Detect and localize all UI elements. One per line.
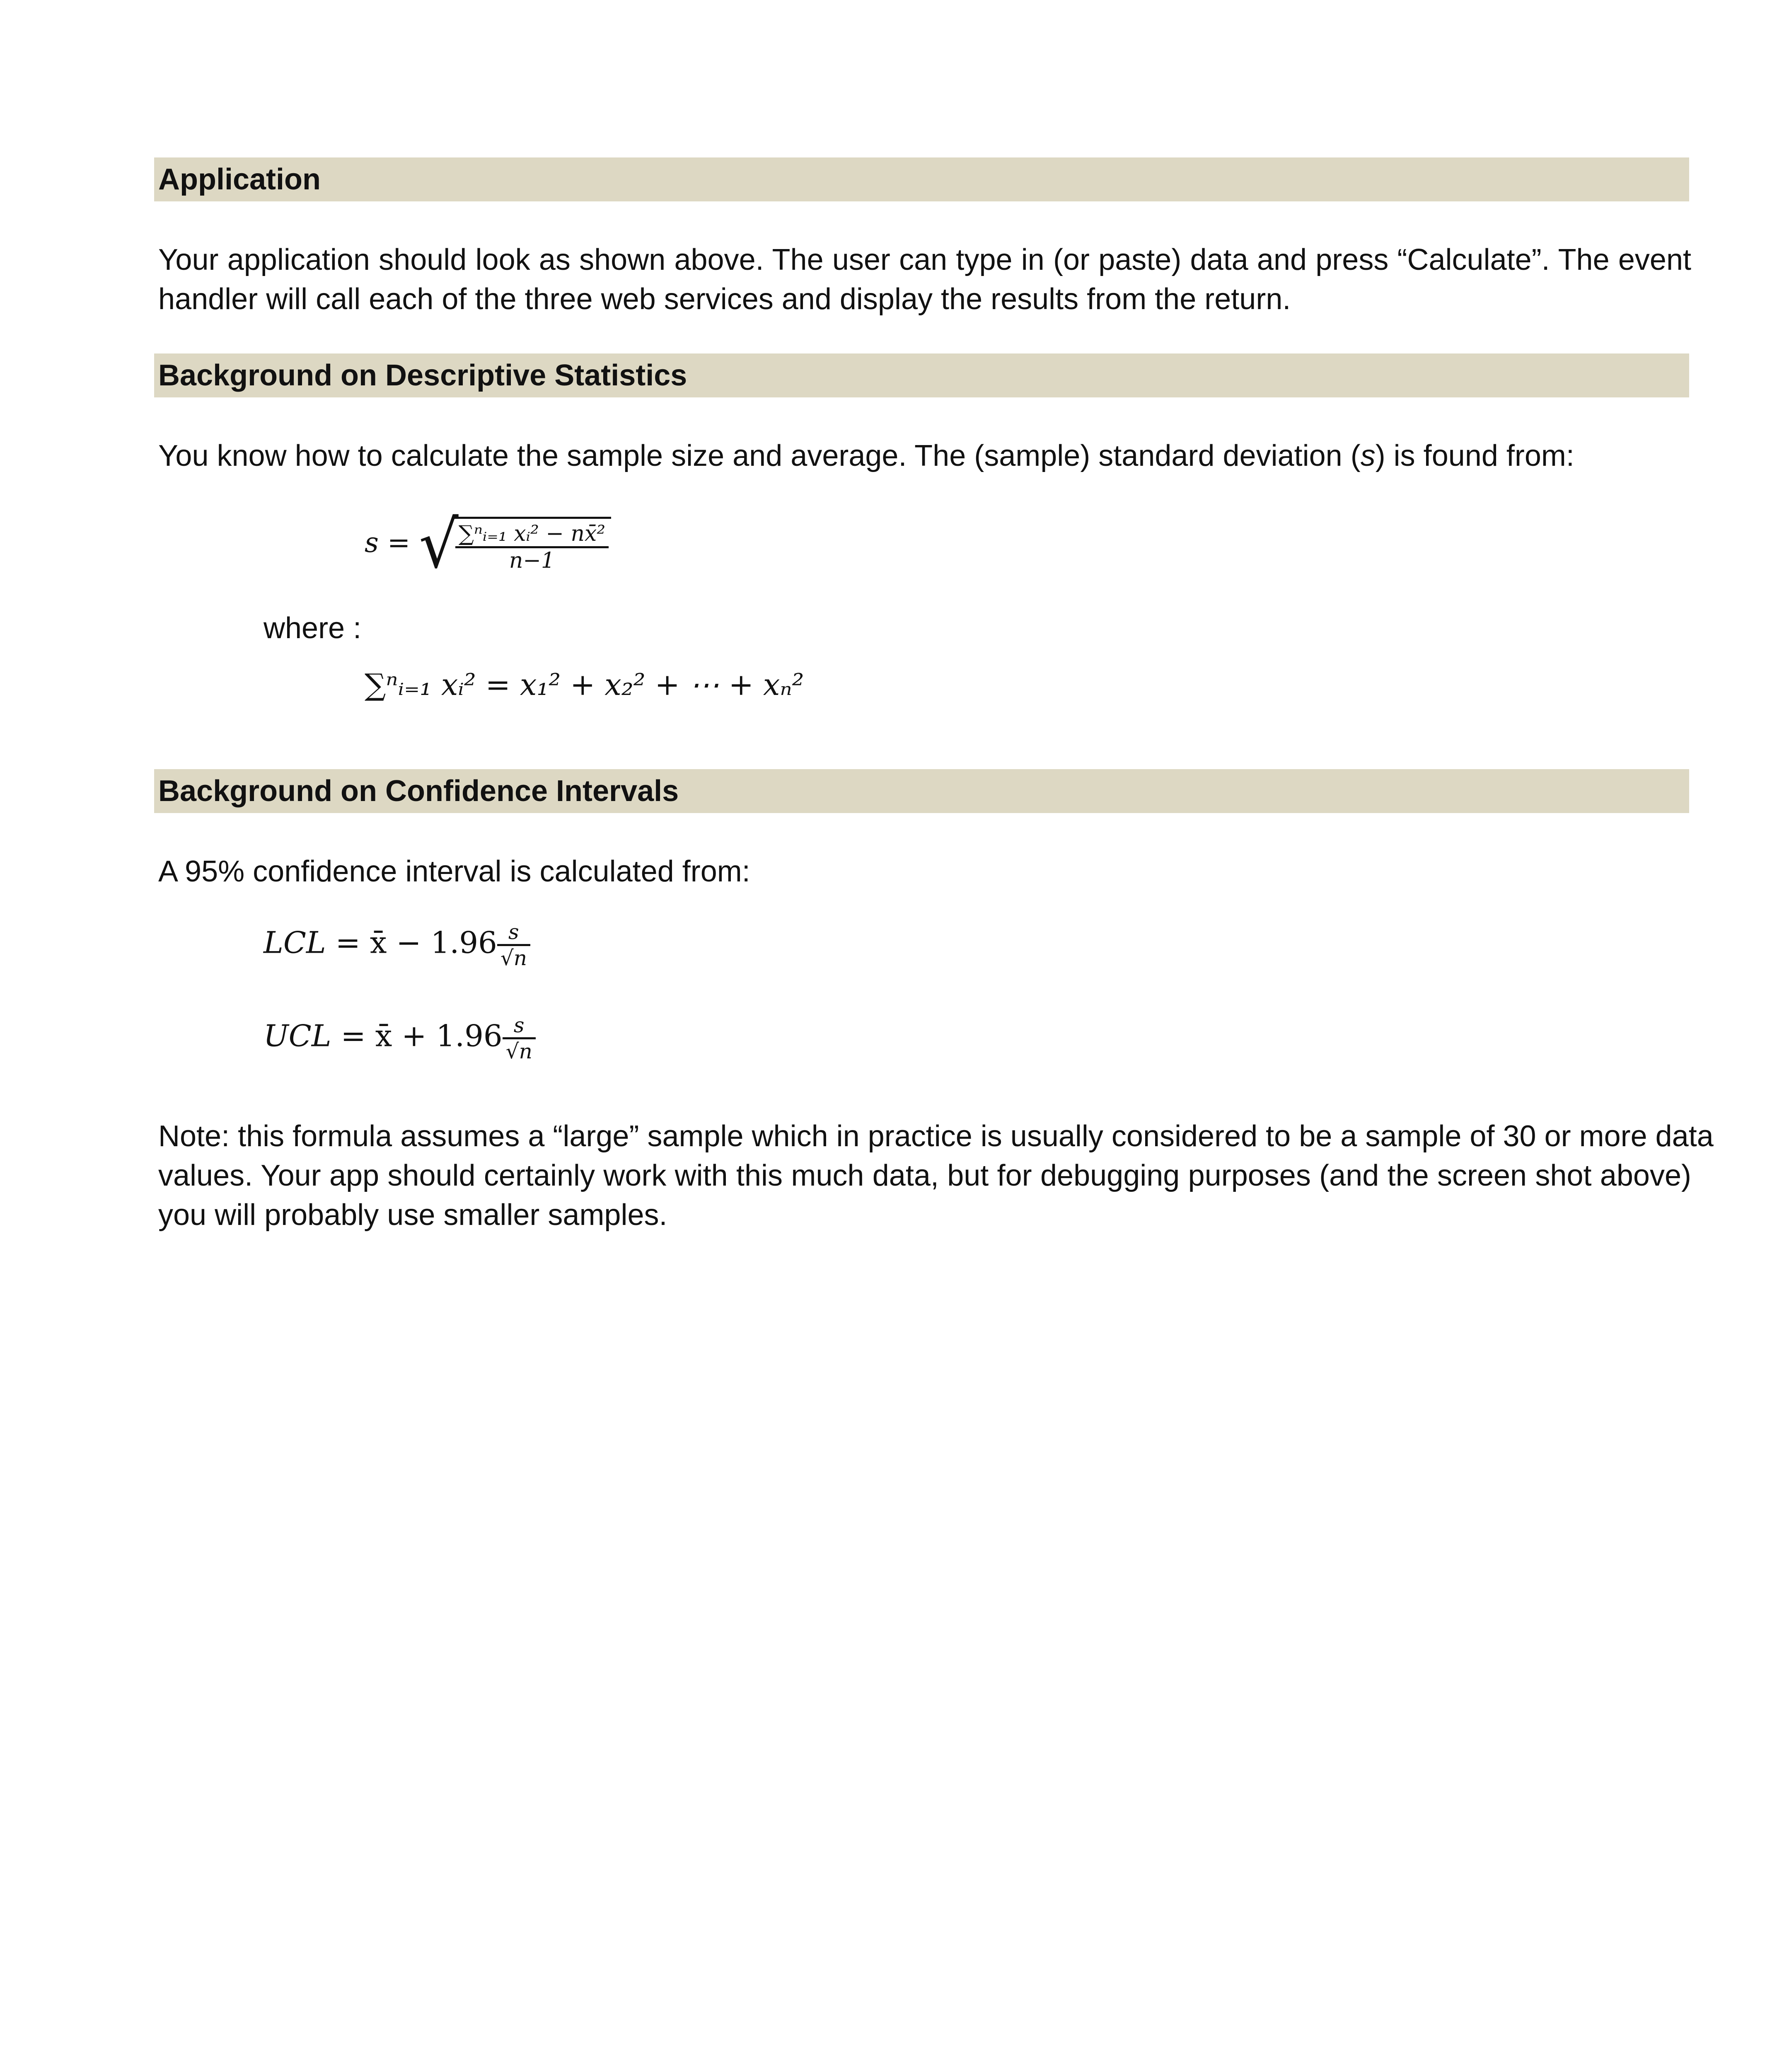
lcl-label: LCL [264, 925, 326, 960]
std-dev-radicand [453, 517, 611, 573]
lcl-frac-den: √n [500, 946, 527, 970]
where-label: where : [264, 612, 362, 645]
ucl-frac-num: s [503, 1013, 536, 1039]
lcl-formula [264, 920, 530, 970]
descriptive-intro-var: s [1360, 439, 1376, 472]
ucl-label: UCL [264, 1018, 331, 1053]
descriptive-intro-before: You know how to calculate the sample size and average. The (sample) standard deviation ( [158, 439, 1361, 472]
ucl-frac-den: √n [505, 1039, 532, 1063]
ucl-formula [264, 1013, 536, 1063]
std-dev-formula [365, 507, 611, 583]
confidence-intro [158, 852, 1691, 891]
descriptive-intro-line [158, 436, 1691, 476]
std-dev-lhs: s = [365, 527, 411, 559]
note-paragraph [158, 1117, 1714, 1235]
section-heading-confidence-intervals: Background on Confidence Intervals [154, 769, 1689, 813]
descriptive-intro [158, 436, 1691, 476]
descriptive-intro-after: ) is found from: [1375, 439, 1574, 472]
confidence-intro-line: A 95% confidence interval is calculated from: [158, 855, 750, 888]
sqrt-sign-icon: √ [419, 507, 459, 583]
note-line-1: Note: this formula assumes a “large” sample which in practice is usually considered to be a sample of 30 or more data [158, 1120, 1714, 1153]
std-dev-numerator: ∑ⁿᵢ₌₁ xᵢ² − nx̄² [455, 521, 609, 548]
section-heading-descriptive-statistics: Background on Descriptive Statistics [154, 353, 1689, 397]
application-line-2: handler will call each of the three web services and display the results from the return. [158, 283, 1291, 316]
note-line-2: values. Your app should certainly work with this much data, but for debugging purposes (and the screen shot above) [158, 1159, 1691, 1192]
ucl-rhs: = x̄ + 1.96 [341, 1018, 503, 1053]
application-line-1: Your application should look as shown above. The user can type in (or paste) data and press “Calculate”. The event [158, 243, 1691, 276]
application-paragraph [158, 240, 1691, 319]
lcl-rhs: = x̄ − 1.96 [335, 925, 497, 960]
std-dev-denominator: n−1 [509, 548, 555, 573]
section-heading-application: Application [154, 157, 1689, 201]
note-line-3: you will probably use smaller samples. [158, 1198, 667, 1232]
sum-expansion-formula: ∑ⁿᵢ₌₁ xᵢ² = x₁² + x₂² + ⋯ + xₙ² [365, 667, 804, 702]
lcl-frac-num: s [497, 920, 530, 946]
